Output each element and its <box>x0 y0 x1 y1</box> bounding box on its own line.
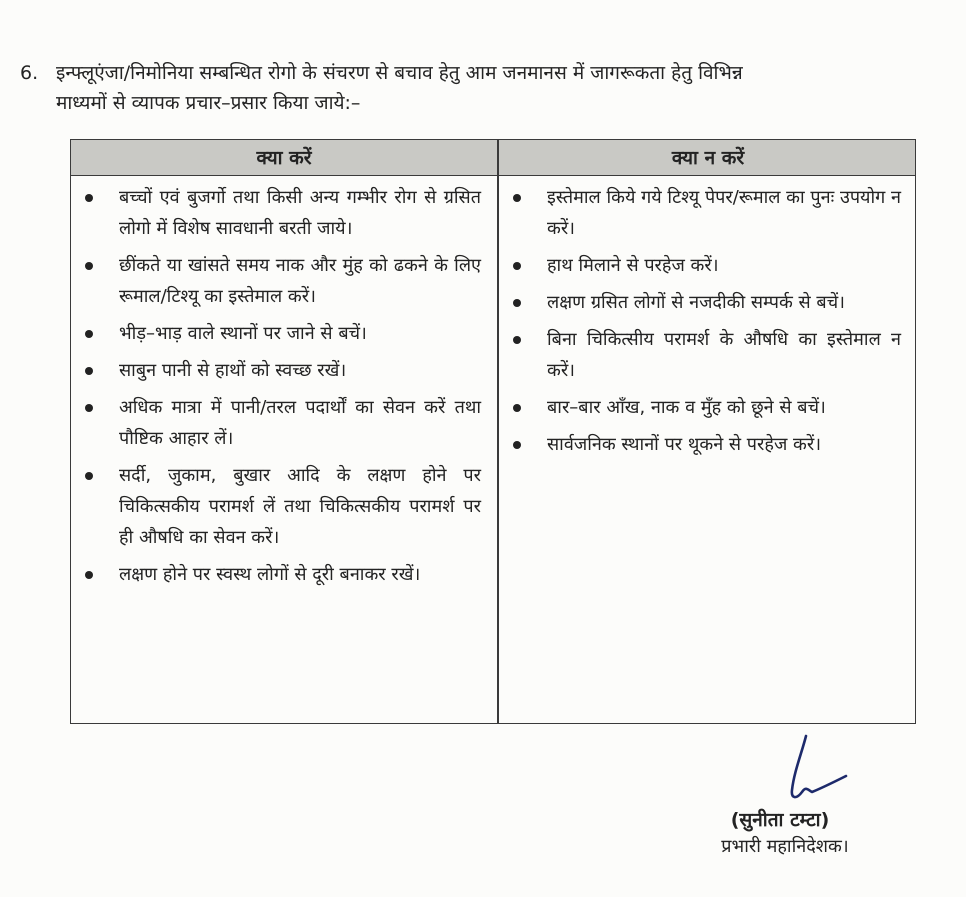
donts-item <box>499 182 917 244</box>
dos-item <box>71 460 497 553</box>
point-number: 6. <box>20 62 39 84</box>
signer-title: प्रभारी महानिदेशक। <box>721 836 849 857</box>
dos-item <box>71 559 497 590</box>
dos-item <box>71 318 497 349</box>
signer-name: (सुनीता टम्टा) <box>730 809 830 831</box>
bullet-icon <box>513 194 521 202</box>
dos-item <box>71 392 497 454</box>
donts-item-text: इस्तेमाल किये गये टिश्यू पेपर/रूमाल का पुनः उपयोग न करें। <box>547 187 901 239</box>
donts-item-text: सार्वजनिक स्थानों पर थूकने से परहेज करें। <box>547 434 822 455</box>
dos-item-text: बच्चों एवं बुजर्गो तथा किसी अन्य गम्भीर रोग से ग्रसित लोगो में विशेष सावधानी बरती जाये। <box>119 187 481 239</box>
dos-item-text: सर्दी, जुकाम, बुखार आदि के लक्षण होने पर चिकित्सकीय परामर्श लें तथा चिकित्सकीय परामर्श पर ही औषधि का सेवन करें। <box>119 465 481 548</box>
bullet-icon <box>513 404 521 412</box>
intro-line-2: माध्यमों से व्यापक प्रचार–प्रसार किया जाये:– <box>56 92 361 114</box>
intro-line-1: इन्फ्लूएंजा/निमोनिया सम्बन्धित रोगो के संचरण से बचाव हेतु आम जनमानस में जागरूकता हेतु विभिन्न <box>56 62 743 84</box>
dos-item-text: अधिक मात्रा में पानी/तरल पदार्थों का सेवन करें तथा पौष्टिक आहार लें। <box>119 397 481 449</box>
donts-item <box>499 250 917 281</box>
donts-item-text: बिना चिकित्सीय परामर्श के औषधि का इस्तेमाल न करें। <box>547 329 901 381</box>
bullet-icon <box>513 336 521 344</box>
donts-item <box>499 429 917 460</box>
handwritten-signature <box>772 732 852 804</box>
bullet-icon <box>513 262 521 270</box>
dos-item <box>71 182 497 244</box>
dos-item-text: छींकते या खांसते समय नाक और मुंह को ढकने के लिए रूमाल/टिश्यू का इस्तेमाल करें। <box>119 255 481 307</box>
donts-item <box>499 392 917 423</box>
dos-donts-table <box>70 139 916 724</box>
bullet-icon <box>85 367 93 375</box>
donts-item-text: बार–बार आँख, नाक व मुँह को छूने से बचें। <box>547 397 826 418</box>
dos-item-text: भीड़–भाड़ वाले स्थानों पर जाने से बचें। <box>119 323 367 344</box>
dos-item <box>71 355 497 386</box>
donts-item <box>499 287 917 318</box>
intro-paragraph <box>20 58 920 118</box>
dos-header: क्या करें <box>256 147 312 169</box>
bullet-icon <box>85 262 93 270</box>
bullet-icon <box>85 571 93 579</box>
donts-item-text: लक्षण ग्रसित लोगों से नजदीकी सम्पर्क से बचें। <box>547 292 845 313</box>
dos-list <box>71 182 497 596</box>
bullet-icon <box>85 472 93 480</box>
table-header-row <box>71 140 915 176</box>
dos-item-text: लक्षण होने पर स्वस्थ लोगों से दूरी बनाकर रखें। <box>119 564 421 585</box>
donts-list <box>499 182 917 466</box>
bullet-icon <box>513 299 521 307</box>
donts-item-text: हाथ मिलाने से परहेज करें। <box>547 255 719 276</box>
donts-header: क्या न करें <box>671 147 745 169</box>
bullet-icon <box>85 194 93 202</box>
bullet-icon <box>85 330 93 338</box>
bullet-icon <box>85 404 93 412</box>
donts-item <box>499 324 917 386</box>
dos-item-text: साबुन पानी से हाथों को स्वच्छ रखें। <box>119 360 347 381</box>
dos-item <box>71 250 497 312</box>
bullet-icon <box>513 441 521 449</box>
